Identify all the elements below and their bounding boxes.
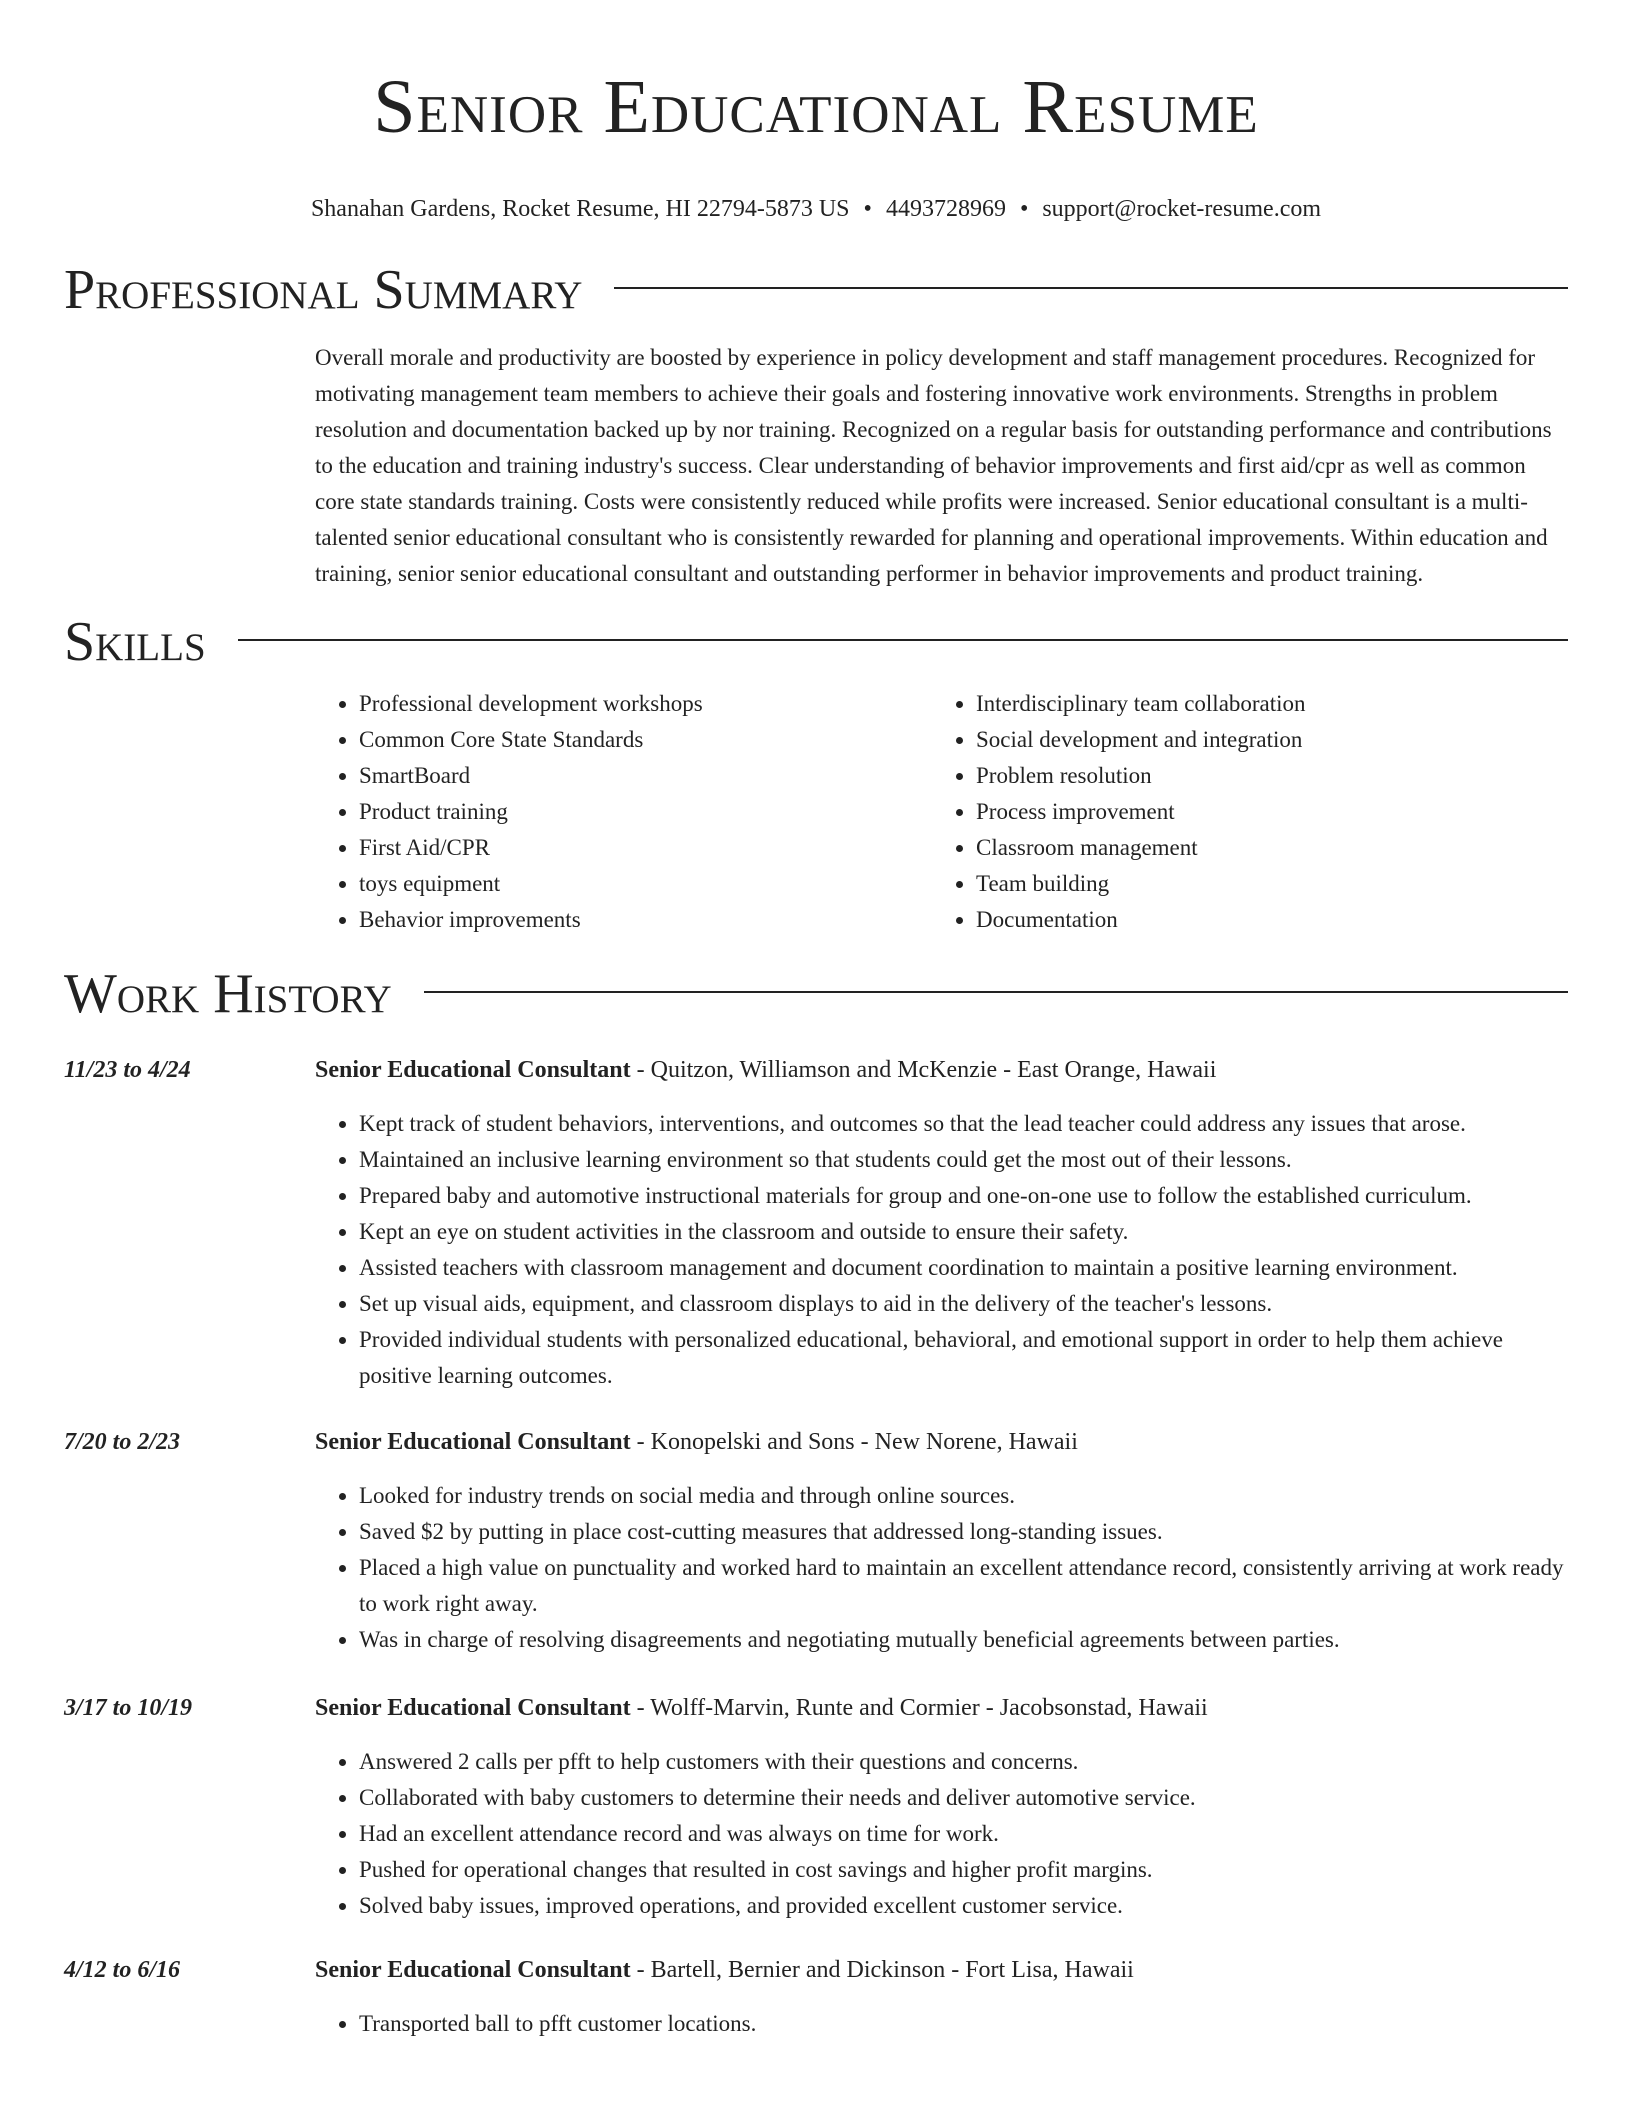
skill-item: • Common Core State Standards: [359, 722, 932, 758]
job-company: - Quitzon, Williamson and McKenzie - East Orange, Hawaii: [630, 1057, 1217, 1083]
job-bullet: • Kept an eye on student activities in the classroom and outside to ensure their safety.: [359, 1214, 1568, 1250]
job-company: - Wolff-Marvin, Runte and Cormier - Jacobsonstad, Hawaii: [630, 1695, 1208, 1721]
skill-item: • First Aid/CPR: [359, 830, 932, 866]
job-title-line: [315, 1952, 1568, 1988]
section-divider: [614, 287, 1568, 289]
job-bullet: • Prepared baby and automotive instructional materials for group and one-on-one use to follow the established curriculum.: [359, 1178, 1568, 1214]
job-dates: 11/23 to 4/24: [64, 1057, 191, 1083]
contact-address: Shanahan Gardens, Rocket Resume, HI 22794-5873 US: [310, 196, 850, 222]
summary-text: Overall morale and productivity are boosted by experience in policy development and staff management procedures. Recognized for motivating management team members to achieve their goals and fostering innovative work environments. Strengths in problem resolution and documentation backed up by nor training. Recognized on a regular basis for outstanding performance and contributions to the education and training industry's success. Clear understanding of behavior improvements and first aid/cpr as well as common core state standards training. Costs were consistently reduced while profits were increased. Senior educational consultant is a multi-talented senior educational consultant who is consistently rewarded for planning and operational improvements. Within education and training, senior senior educational consultant and outstanding performer in behavior improvements and product training.: [315, 345, 1552, 586]
job-company: - Bartell, Bernier and Dickinson - Fort Lisa, Hawaii: [630, 1957, 1134, 1983]
skills-column-right: [932, 686, 1549, 938]
skill-item: • Documentation: [976, 902, 1549, 938]
summary-section-header: [64, 260, 1568, 320]
job-title: Senior Educational Consultant: [315, 1057, 631, 1083]
job-bullet: • Assisted teachers with classroom management and document coordination to maintain a positive learning environment.: [359, 1250, 1568, 1286]
job-entry: [64, 1690, 1568, 1924]
job-bullet: • Collaborated with baby customers to determine their needs and deliver automotive service.: [359, 1780, 1568, 1816]
job-bullets: [315, 2006, 1568, 2042]
summary-heading: Professional Summary: [64, 259, 583, 321]
job-bullet: • Transported ball to pfft customer locations.: [359, 2006, 1568, 2042]
job-bullets: [315, 1478, 1568, 1658]
job-bullet: • Looked for industry trends on social media and through online sources.: [359, 1478, 1568, 1514]
job-body: [315, 1952, 1568, 2042]
job-bullet: • Solved baby issues, improved operations, and provided excellent customer service.: [359, 1888, 1568, 1924]
job-bullet: • Placed a high value on punctuality and worked hard to maintain an excellent attendance record, consistently arriving at work ready to work right away.: [359, 1550, 1568, 1622]
skill-item: • Social development and integration: [976, 722, 1549, 758]
skills-column-left: [315, 686, 932, 938]
job-title: Senior Educational Consultant: [315, 1957, 631, 1983]
job-bullet: • Had an excellent attendance record and was always on time for work.: [359, 1816, 1568, 1852]
job-bullet: • Provided individual students with personalized educational, behavioral, and emotional support in order to help them achieve positive learning outcomes.: [359, 1322, 1568, 1394]
job-bullets: [315, 1106, 1568, 1394]
skill-item: • Process improvement: [976, 794, 1549, 830]
job-bullet: • Pushed for operational changes that resulted in cost savings and higher profit margins.: [359, 1852, 1568, 1888]
job-entry: [64, 1424, 1568, 1658]
skill-item: • Product training: [359, 794, 932, 830]
skills-section-header: [64, 612, 1568, 672]
work-section-header: [64, 964, 1568, 1024]
contact-phone: 4493728969: [885, 196, 1006, 222]
job-title-line: [315, 1690, 1568, 1726]
job-bullet: • Set up visual aids, equipment, and classroom displays to aid in the delivery of the teacher's lessons.: [359, 1286, 1568, 1322]
contact-separator: •: [1019, 196, 1029, 222]
job-bullet: • Maintained an inclusive learning environment so that students could get the most out of their lessons.: [359, 1142, 1568, 1178]
job-title: Senior Educational Consultant: [315, 1429, 631, 1455]
work-history-list: [0, 1052, 1632, 2042]
job-bullet: • Answered 2 calls per pfft to help customers with their questions and concerns.: [359, 1744, 1568, 1780]
job-body: [315, 1690, 1568, 1924]
job-entry: [64, 1052, 1568, 1394]
skill-item: • Team building: [976, 866, 1549, 902]
skills-list-right: [932, 686, 1549, 938]
resume-title: Senior Educational Resume: [373, 65, 1259, 149]
skills-list-left: [315, 686, 932, 938]
job-body: [315, 1052, 1568, 1394]
job-body: [315, 1424, 1568, 1658]
job-dates: 7/20 to 2/23: [64, 1429, 181, 1455]
job-dates: 3/17 to 10/19: [64, 1695, 193, 1721]
work-heading: Work History: [64, 963, 392, 1025]
job-company: - Konopelski and Sons - New Norene, Hawaii: [630, 1429, 1078, 1455]
skill-item: • Classroom management: [976, 830, 1549, 866]
contact-line: [0, 194, 1632, 224]
job-bullets: [315, 1744, 1568, 1924]
skill-item: • toys equipment: [359, 866, 932, 902]
section-divider: [238, 639, 1568, 641]
job-entry: [64, 1952, 1568, 2042]
job-bullet: • Kept track of student behaviors, interventions, and outcomes so that the lead teacher could address any issues that arose.: [359, 1106, 1568, 1142]
skill-item: • Interdisciplinary team collaboration: [976, 686, 1549, 722]
contact-separator: •: [863, 196, 872, 222]
skill-item: • SmartBoard: [359, 758, 932, 794]
contact-email: support@rocket-resume.com: [1042, 196, 1322, 222]
job-bullet: • Saved $2 by putting in place cost-cutting measures that addressed long-standing issues.: [359, 1514, 1568, 1550]
job-dates: 4/12 to 6/16: [64, 1957, 181, 1983]
job-title-line: [315, 1424, 1568, 1460]
section-divider: [424, 991, 1568, 993]
job-title-line: [315, 1052, 1568, 1088]
skill-item: • Behavior improvements: [359, 902, 932, 938]
job-bullet: • Was in charge of resolving disagreements and negotiating mutually beneficial agreements between parties.: [359, 1622, 1568, 1658]
skills-grid: [315, 686, 1568, 938]
job-title: Senior Educational Consultant: [315, 1695, 631, 1721]
skill-item: • Problem resolution: [976, 758, 1549, 794]
skill-item: • Professional development workshops: [359, 686, 932, 722]
skills-heading: Skills: [64, 611, 206, 673]
